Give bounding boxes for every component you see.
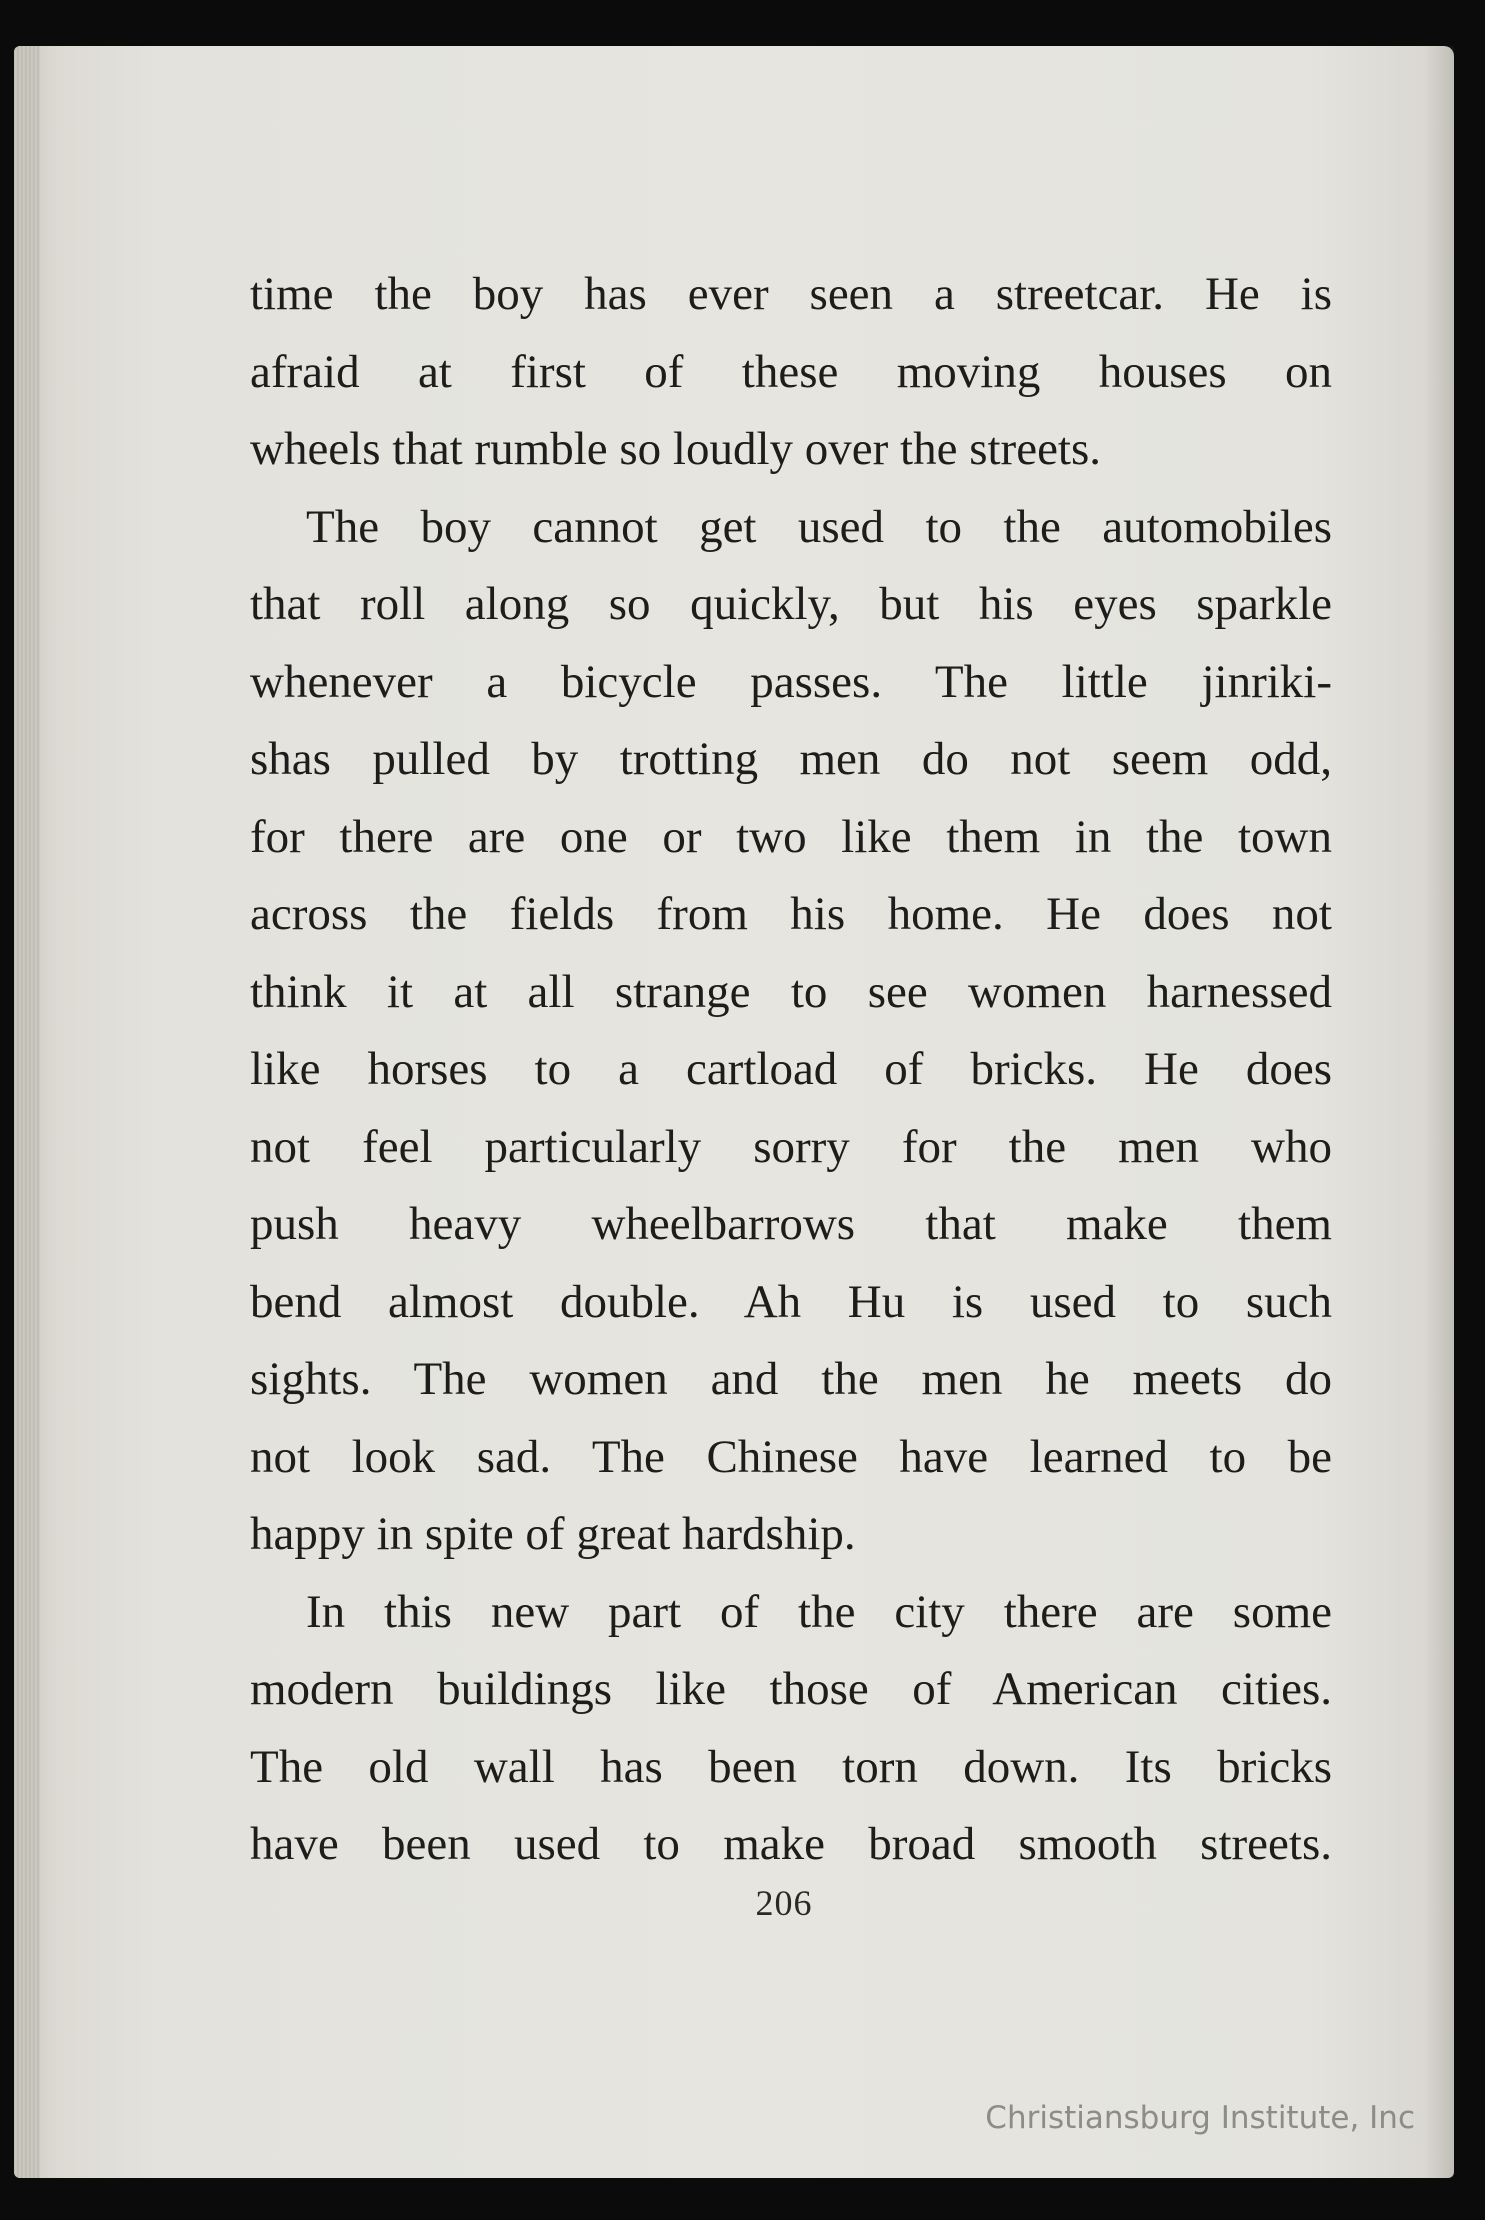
text-line-17: happy in spite of great hardship. — [250, 1508, 856, 1560]
text-line-4: The boy cannot get used to the automobiles — [306, 500, 1332, 553]
text-line-18: In this new part of the city there are some — [306, 1585, 1332, 1638]
text-line-12: not feel particularly sorry for the men who — [250, 1120, 1332, 1173]
watermark-text: Christiansburg Institute, Inc — [985, 2100, 1415, 2136]
book-page — [14, 46, 1454, 2178]
text-line-2: afraid at first of these moving houses on — [250, 345, 1332, 398]
text-line-19: modern buildings like those of American cities. — [250, 1663, 1332, 1715]
text-line-14: bend almost double. Ah Hu is used to such — [250, 1275, 1332, 1328]
text-line-10: think it at all strange to see women harnessed — [250, 965, 1332, 1018]
page-number: 206 — [755, 1883, 813, 1923]
text-line-7: shas pulled by trotting men do not seem odd, — [250, 733, 1332, 785]
text-line-5: that roll along so quickly, but his eyes sparkle — [250, 578, 1332, 630]
text-line-9: across the fields from his home. He does not — [250, 888, 1332, 940]
text-line-21: have been used to make broad smooth streets. — [250, 1818, 1332, 1870]
text-line-3: wheels that rumble so loudly over the streets. — [250, 423, 1102, 475]
text-line-6: whenever a bicycle passes. The little jinriki- — [250, 655, 1332, 708]
text-line-1: time the boy has ever seen a streetcar. He is — [250, 268, 1332, 320]
page-edge — [14, 46, 40, 2178]
text-line-16: not look sad. The Chinese have learned to be — [250, 1430, 1332, 1483]
text-line-13: push heavy wheelbarrows that make them — [250, 1198, 1332, 1250]
text-line-8: for there are one or two like them in the town — [250, 810, 1332, 863]
text-line-15: sights. The women and the men he meets do — [250, 1353, 1332, 1405]
page-shadow — [1424, 46, 1454, 2178]
text-line-20: The old wall has been torn down. Its bricks — [250, 1740, 1332, 1793]
text-line-11: like horses to a cartload of bricks. He does — [250, 1043, 1332, 1095]
body-text — [250, 256, 1332, 1884]
